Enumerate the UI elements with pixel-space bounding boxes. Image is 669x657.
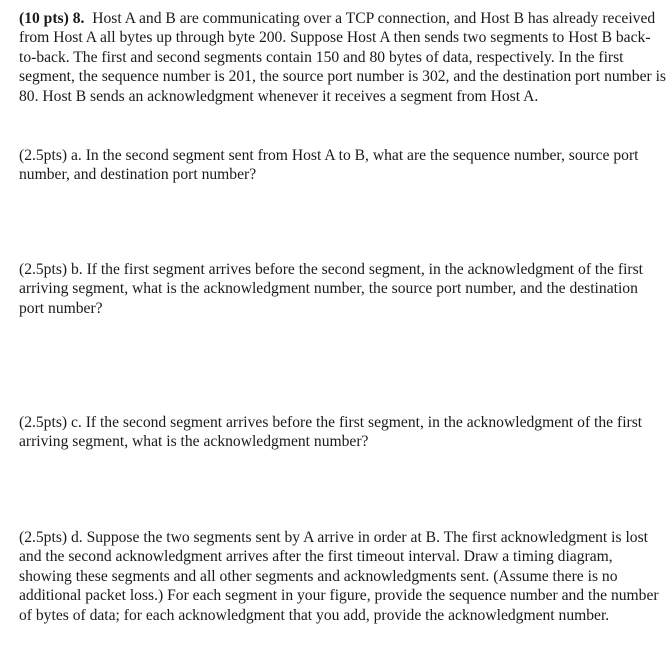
part-b-question: (2.5pts) b. If the first segment arrives before the second segment, in the acknowledgment of the first arriving segment, what is the acknowledgment number, the source port number, and the destination port number? [19,261,643,317]
part-c-question: (2.5pts) c. If the second segment arrives before the first segment, in the acknowledgment of the first arriving segment, what is the acknowledgment number? [19,414,643,451]
part-d-question: (2.5pts) d. Suppose the two segments sent by A arrive in order at B. The first acknowledgment is lost and the second acknowledgment arrives after the first timeout interval. Draw a timing diagram, showing these segments and all other segments and acknowledgments sent. (Assume there is no additional packet loss.) For each segment in your figure, provide the sequence number and the number of bytes of data; for each acknowledgment that you add, provide the acknowledgment number. [19,529,659,624]
question-header: (10 pts) 8. [19,10,85,27]
question-intro [19,9,667,106]
question-intro-text: Host A and B are communicating over a TCP connection, and Host B has already received from Host A all bytes up through byte 200. Suppose Host A then sends two segments to Host B back-to-back. The first and second segments contain 150 and 80 bytes of data, respectively. In the first segment, the sequence number is 201, the source port number is 302, and the destination port number is 80. Host B sends an acknowledgment whenever it receives a segment from Host A. [19,10,666,105]
part-a-question: (2.5pts) a. In the second segment sent from Host A to B, what are the sequence number, source port number, and destination port number? [19,147,639,184]
